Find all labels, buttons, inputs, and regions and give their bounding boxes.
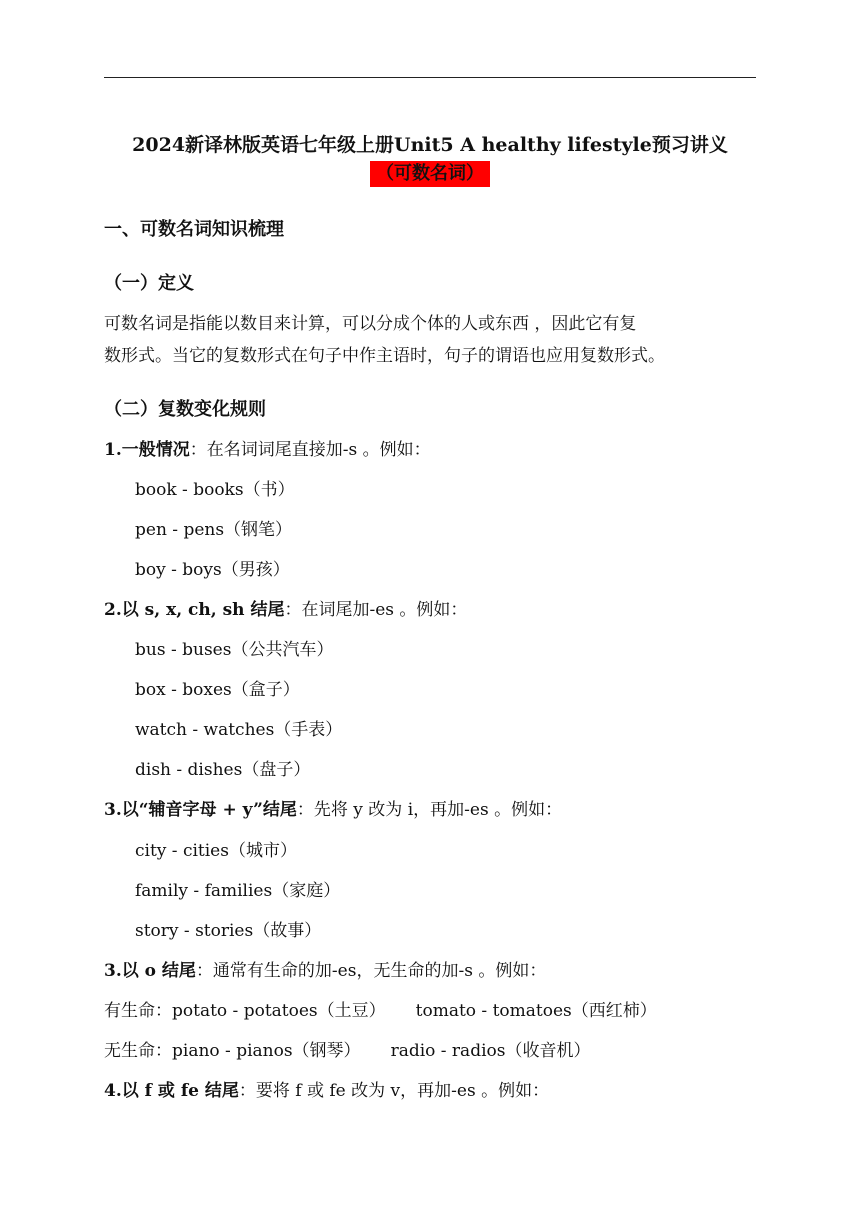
rule-4-nonliving-example: radio - radios（收音机） (390, 1041, 591, 1061)
rule-2-example: dish - dishes（盘子） (135, 760, 311, 780)
rule-1-text: ：在名词词尾直接加-s 。例如： (189, 440, 431, 460)
rule-2-example: box - boxes（盒子） (135, 680, 300, 700)
rule-1-example: pen - pens（钢笔） (135, 520, 293, 540)
header-rule (104, 77, 756, 78)
rule-2-example: bus - buses（公共汽车） (135, 640, 334, 660)
rule-5 (104, 1078, 549, 1104)
rule-1-example: book - books（书） (135, 480, 295, 500)
rule-2-example: watch - watches（手表） (135, 720, 343, 740)
rule-4-text: ：通常有生命的加-es，无生命的加-s 。例如： (195, 961, 547, 981)
rule-3-text: ：先将 y 改为 i，再加-es 。例如： (296, 800, 563, 820)
rule-3 (104, 797, 562, 823)
rule-4-living-examples (104, 998, 657, 1024)
rule-4-nonliving-example: 无生命：piano - pianos（钢琴） (104, 1041, 361, 1061)
rule-2-label: 2.以 s, x, ch, sh 结尾 (104, 600, 285, 620)
rules-heading: （二）复数变化规则 (104, 399, 266, 420)
definition-line-1: 可数名词是指能以数目来计算，可以分成个体的人或东西 ，因此它有复 (104, 314, 637, 334)
definition-heading: （一）定义 (104, 273, 194, 294)
rule-1-example: boy - boys（男孩） (135, 560, 290, 580)
rule-4 (104, 958, 546, 984)
definition-line-2: 数形式。当它的复数形式在句子中作主语时，句子的谓语也应用复数形式。 (104, 346, 665, 366)
rule-5-text: ：要将 f 或 fe 改为 v，再加-es 。例如： (238, 1081, 550, 1101)
rule-3-example: story - stories（故事） (135, 921, 322, 941)
rule-4-label: 3.以 o 结尾 (104, 961, 196, 981)
rule-3-example: city - cities（城市） (135, 841, 297, 861)
rule-4-nonliving-examples (104, 1038, 590, 1064)
section-heading: 一、可数名词知识梳理 (104, 219, 284, 240)
rule-2 (104, 597, 467, 623)
rule-1-label: 1.一般情况 (104, 440, 190, 460)
rule-3-label: 3.以“辅音字母 + y”结尾 (104, 800, 297, 820)
rule-4-living-example: 有生命：potato - potatoes（土豆） (104, 1001, 386, 1021)
document-subtitle-highlight: （可数名词） (370, 161, 490, 187)
subtitle-container (104, 161, 756, 187)
rule-2-text: ：在词尾加-es 。例如： (284, 600, 468, 620)
rule-1 (104, 437, 431, 463)
rule-5-label: 4.以 f 或 fe 结尾 (104, 1081, 239, 1101)
rule-3-example: family - families（家庭） (135, 881, 341, 901)
rule-4-living-example: tomato - tomatoes（西红柿） (415, 1001, 657, 1021)
document-title: 2024新译林版英语七年级上册Unit5 A healthy lifestyle预习讲义 (132, 134, 728, 156)
